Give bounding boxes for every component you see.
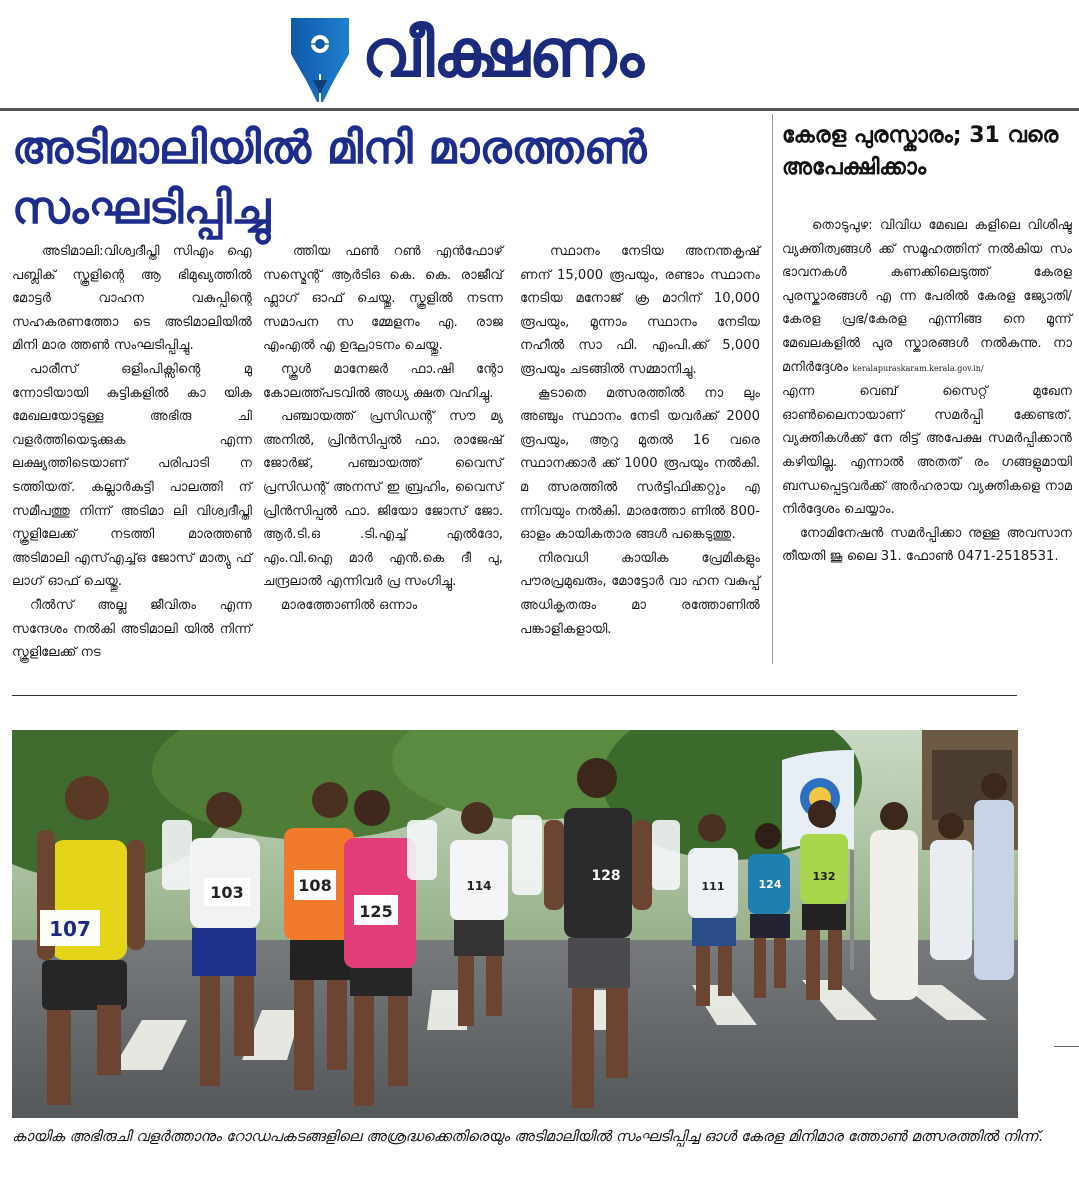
page-edge-mark: [1054, 1046, 1079, 1047]
article-paragraph: സ്കൂൾ മാനേജർ ഫാ.ഷി ന്റോ കോലത്ത്പടവിൽ അധ്യ ക്ഷത വഹിച്ചു.: [263, 361, 503, 401]
masthead: [0, 0, 1079, 108]
bib-number: 108: [298, 876, 332, 895]
masthead-rule: [0, 108, 1079, 111]
marathon-photo: [12, 730, 1018, 1118]
sidebar-text: തൊടുപുഴ: വിവിധ മേഖല കളിലെ വിശിഷ്ട വ്യക്തിത്വങ്ങൾ ക്ക് സമൂഹത്തിന് നൽകിയ സം ഭാവനകൾ കണക്കിലെടുത്ത് കേരള പുരസ്കാരങ്ങൾ എ ന്ന പേരിൽ കേരള ജ്യോതി/ കേരള പ്രഭ/കേരള എന്നിങ്ങ നെ മൂന്ന് മേഖലകളിൽ പുര സ്കാരങ്ങൾ നൽകുന്നു. നാ മനിർദ്ദേശം: [782, 218, 1072, 375]
article-paragraph: റീൽസ് അല്ല ജീവിതം എന്ന സന്ദേശം നൽകി അടിമാലി യിൽ നിന്ന് സ്കൂളിലേക്ക് നട: [12, 597, 252, 661]
sidebar-body: [782, 214, 1072, 569]
article-paragraph: ത്തിയ ഫൺ റൺ എൻഫോഴ് സസ്മെന്റ് ആർടിഒ കെ. കെ. രാജീവ് ഫ്ലാഗ് ഓഫ് ചെയ്തു. സ്കൂളിൽ നടന്ന സമാപന സ മ്മേളനം എ. രാജ എംഎൽ എ ഉദ്ഘാടനം ചെയ്തു.: [263, 244, 503, 354]
article-paragraph: പഞ്ചായത്ത് പ്രസിഡന്റ് സൗ മ്യ അനിൽ, പ്രിൻസിപ്പൽ ഫാ. രാജേഷ് ജോർജ്, പഞ്ചായത്ത് വൈസ് പ്രസിഡന്റ് അനസ് ഇ ബ്രഹിം, വൈസ് പ്രിൻസിപ്പൽ ഫാ. ജിയോ ജോസ് ജോ. ആർ.ടി.ഒ .ടി.എച്ച് എൽദോ, എം.വി.ഐ മാർ എൻ.കെ ദീ പു, ചന്ദ്രലാൽ എന്നിവർ പ്ര സംഗിച്ചു.: [263, 409, 503, 590]
sidebar-headline: കേരള പുരസ്കാരം; 31 വരെ അപേക്ഷിക്കാം: [782, 123, 1059, 180]
article-paragraph: കൂടാതെ മത്സരത്തിൽ നാ ലും അഞ്ചും സ്ഥാനം നേടി യവർക്ക് 2000 രൂപയും, ആറു മുതൽ 16 വരെ സ്ഥാനക്കാർ ക്ക് 1000 രൂപയും നൽകി. മ ത്സരത്തിൽ സർട്ടിഫിക്കറ്റും എ ന്നിവയും നൽകി. മാരത്തോ ണിൽ 800-ഓളം കായികതാര ങ്ങൾ പങ്കെടുത്തു.: [520, 385, 760, 543]
article-paragraph: പാരീസ് ഒളിംപിക്സിന്റെ മു ന്നോടിയായി കുട്ടികളിൽ കാ യിക മേഖലയോടുള്ള അഭിരു ചി വളർത്തിയെടുക്കുക എന്ന ലക്ഷ്യത്തിടെയാണ് പരിപാടി ന ടത്തിയത്. കല്ലാർകുട്ടി പാലത്തി ന് സമീപത്തു നിന്ന് അടിമാ ലി വിശ്വദീപ്തി സ്കൂളിലേക്ക് നടത്തി മാരത്തൺ അടിമാലി എസ്എച്ച്ഒ ജോസ് മാത്യു ഫ് ലാഗ് ഓഫ് ചെയ്തു.: [12, 361, 252, 590]
article-paragraph: അടിമാലി:വിശ്വദീപ്തി സിഎം ഐ പബ്ലിക് സ്കൂളിന്റെ ആ ഭിമുഖ്യത്തിൽ മോട്ടർ വാഹന വകുപ്പിന്റെ സഹകരണത്തോ ടെ അടിമാലിയിൽ മിനി മാര ത്തൺ സംഘടിപ്പിച്ചു.: [12, 244, 252, 354]
article-paragraph: മാരത്തോണിൽ ഒന്നാം: [281, 597, 418, 613]
article-column-2: [263, 240, 503, 618]
bib-number: 107: [49, 917, 91, 941]
photo-caption: കായിക അഭിരുചി വളർത്താനും റോഡപകടങ്ങളിലെ അശ്രദ്ധക്കെതിരെയും അടിമാലിയിൽ സംഘടിപ്പിച്ച ഓൾ കേരള മിനിമാര ത്തോൺ മത്സരത്തിൽ നിന്ന്.: [12, 1128, 1044, 1145]
article-column-3: [520, 240, 760, 641]
section-rule: [12, 695, 1017, 696]
article-headline: അടിമാലിയിൽ മിനി മാരത്തൺ സംഘടിപ്പിച്ചു: [12, 121, 647, 234]
sidebar-paragraph: നോമിനേഷൻ സമർപ്പിക്കാ നുള്ള അവസാന തീയതി ജൂ ലൈ 31. ഫോൺ 0471-2518531.: [782, 525, 1072, 565]
website-url: keralapuraskaram.kerala.gov.in/: [852, 363, 984, 373]
bib-number: 103: [210, 883, 244, 902]
sidebar-divider: [772, 114, 773, 664]
article-paragraph: നിരവധി കായിക പ്രേമികളും പൗരപ്രമുഖരും, മോട്ടോർ വാ ഹന വകുപ്പ് അധികൃതരും മാ രത്തോണിൽ പങ്കാളികളായി.: [520, 550, 760, 637]
bib-number: 111: [701, 880, 725, 893]
newspaper-name: വീക്ഷണം: [362, 15, 643, 92]
sidebar-paragraph: എന്ന വെബ് സൈറ്റ് മുഖേന ഓൺലൈനായാണ് സമർപ്പി ക്കേണ്ടത്. വ്യക്തികൾക്ക് നേ രിട്ട് അപേക്ഷ സമർപ്പിക്കാൻ കഴിയില്ല. എന്നാൽ അതത് രം ഗങ്ങളുമായി ബന്ധപ്പെട്ടവർക്ക് അർഹരായ വ്യക്തികളെ നാമ നിർദ്ദേശം ചെയ്യാം.: [782, 384, 1072, 518]
bib-number: 124: [758, 878, 782, 891]
bib-number: 132: [812, 870, 836, 883]
sidebar-paragraph: [782, 214, 1072, 380]
bib-number: 125: [359, 902, 393, 921]
article-paragraph: സ്ഥാനം നേടിയ അനന്തകൃഷ് ണന് 15,000 രൂപയും, രണ്ടാം സ്ഥാനം നേടിയ മനോജ് ക്ര മാറിന് 10,000 രൂപയും, മൂന്നാം സ്ഥാനം നേടിയ നഹീൽ സാ ഫി. എംപി.ക്ക് 5,000 രൂപയും ചടങ്ങിൽ സമ്മാനിച്ചു.: [520, 244, 760, 377]
bib-number: 128: [591, 868, 621, 884]
article-column-1: [12, 240, 252, 665]
pen-nib-logo-icon: [287, 14, 353, 106]
bib-number: 114: [466, 879, 492, 893]
